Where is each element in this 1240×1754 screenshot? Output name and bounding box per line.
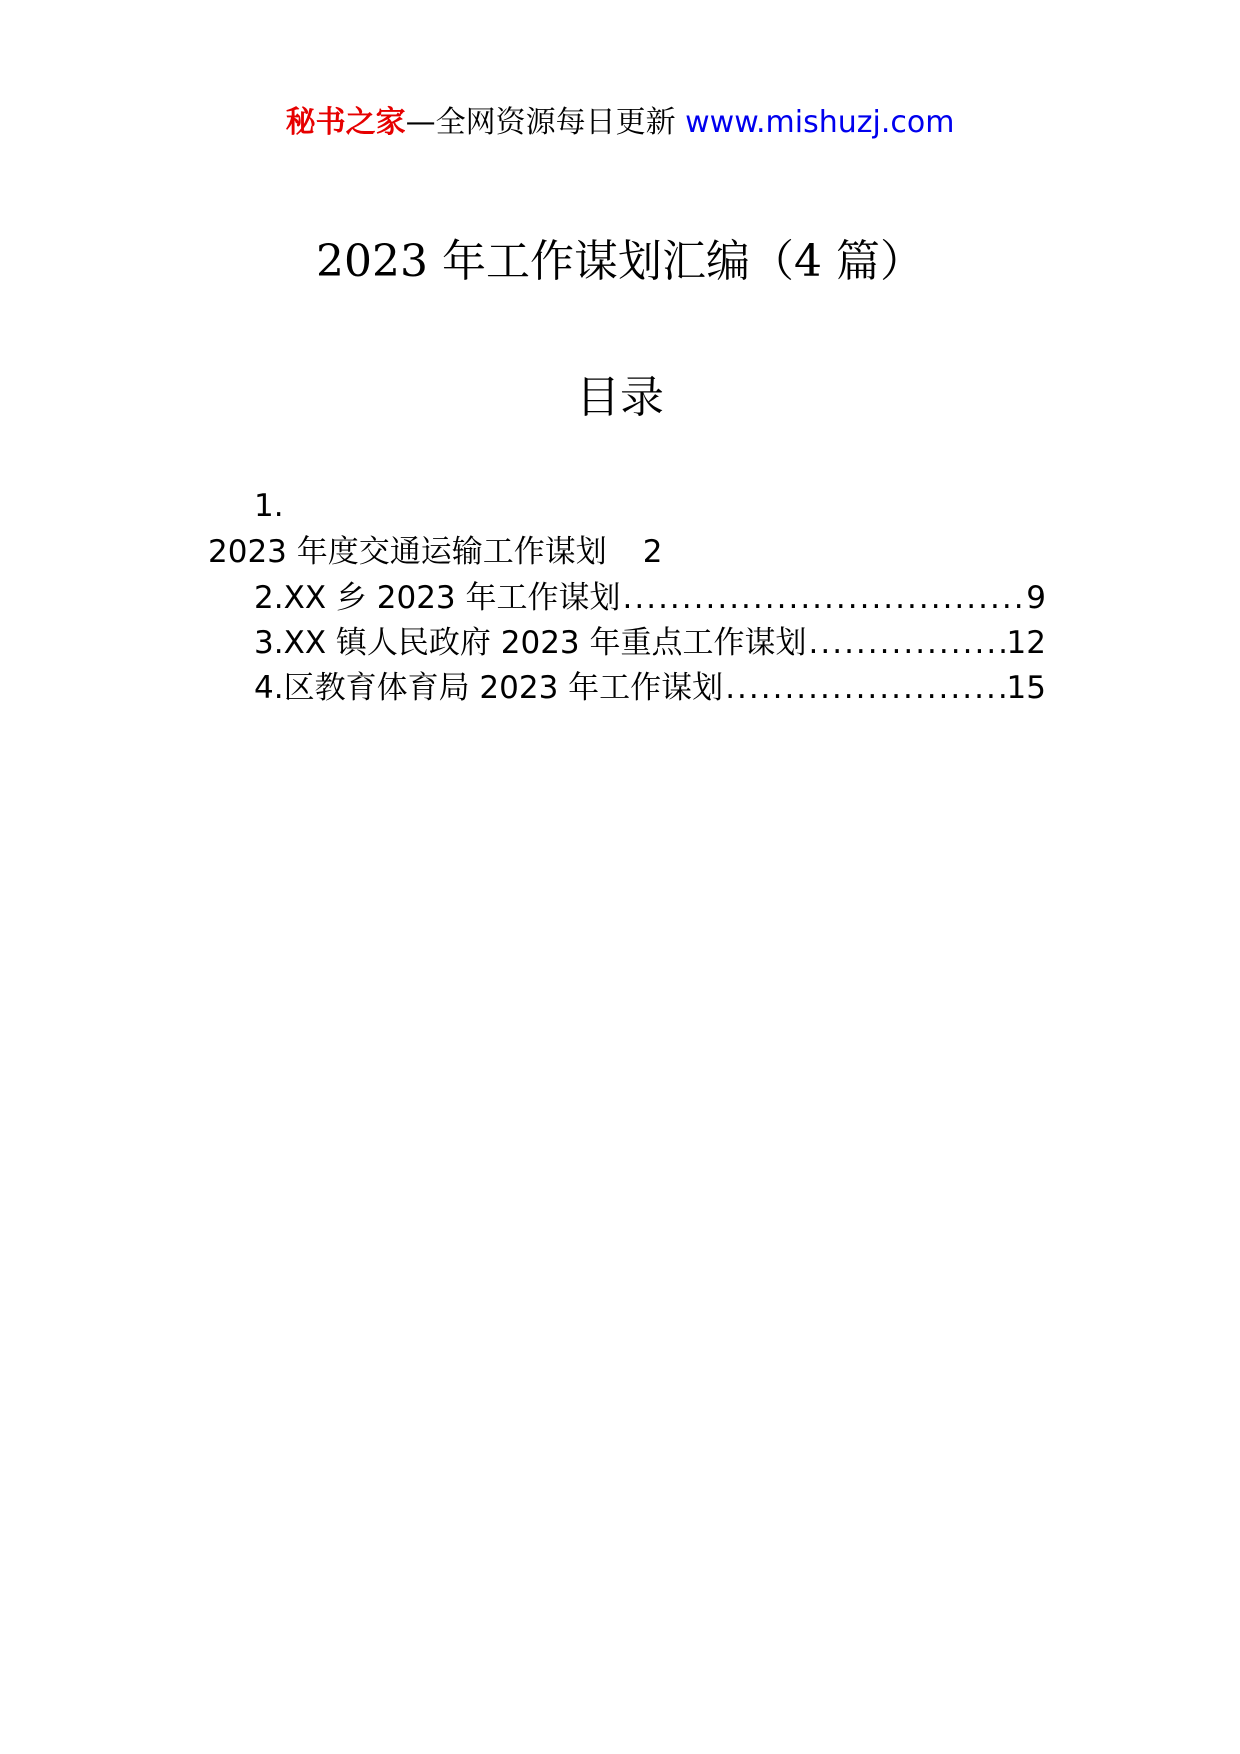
toc-item-title: 2023 年度交通运输工作谋划 — [208, 534, 607, 570]
site-slogan: —全网资源每日更新 — [405, 105, 676, 140]
toc-item-title: 2.XX 乡 2023 年工作谋划 — [254, 580, 621, 616]
toc-heading: 目录 — [576, 372, 664, 423]
dot-leader — [723, 668, 1006, 708]
toc-item-number: 1. — [254, 488, 284, 524]
site-url-link[interactable]: www.mishuzj.com — [685, 105, 955, 140]
toc-item-page: 12 — [1006, 625, 1046, 661]
dot-leader — [807, 623, 1007, 663]
dot-leader — [621, 578, 1027, 618]
toc-item-page: 9 — [1026, 580, 1046, 616]
table-of-contents — [0, 0, 1240, 720]
toc-item-title: 4.区教育体育局 2023 年工作谋划 — [254, 670, 724, 706]
toc-item-title: 3.XX 镇人民政府 2023 年重点工作谋划 — [254, 625, 807, 661]
toc-item-2[interactable] — [254, 578, 1046, 618]
brand-name: 秘书之家 — [285, 105, 406, 140]
document-title: 2023 年工作谋划汇编（4 篇） — [316, 236, 924, 287]
toc-item-page: 2 — [642, 534, 663, 570]
toc-item-1[interactable] — [208, 532, 662, 572]
toc-item-3[interactable] — [254, 623, 1046, 663]
toc-item-1-number[interactable] — [254, 486, 284, 526]
toc-item-page: 15 — [1006, 670, 1046, 706]
toc-item-4[interactable] — [254, 668, 1046, 708]
